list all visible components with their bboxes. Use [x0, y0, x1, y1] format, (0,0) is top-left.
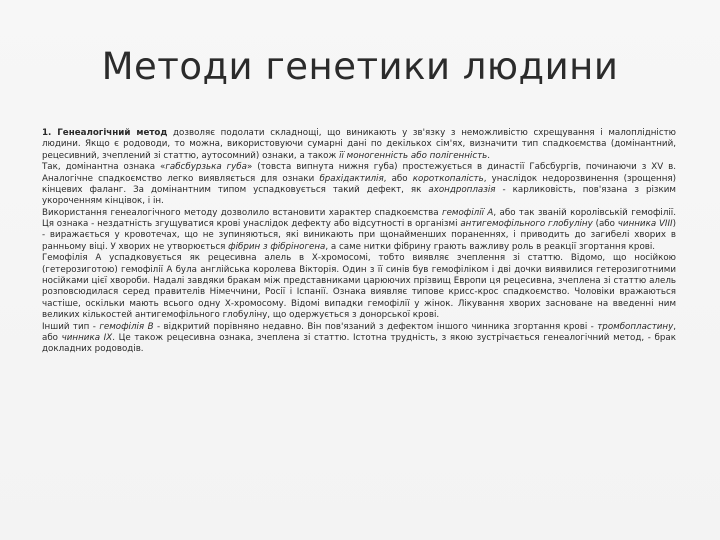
paragraph-text: гемофілії А: [442, 207, 494, 218]
paragraph-text: Так, домінантна ознака «: [42, 162, 166, 173]
paragraph-text: антигемофільного глобуліну: [460, 219, 593, 230]
slide-title: Методи генетики людини: [101, 45, 619, 88]
paragraph-text: - відкритий порівняно недавно. Він пов'язаний з дефектом іншого чинника згортання крові -: [153, 321, 598, 332]
paragraph-text: фібрин з фібріногена: [228, 241, 326, 252]
paragraph-text: . Це також рецесивна ознака, зчеплена зі статтю. Істотна трудність, з якою зустрічається генеалогічний метод, - брак докладних родоводів.: [42, 332, 677, 355]
paragraph: [42, 253, 676, 321]
paragraph-text: ) - виражається у кровотечах, що не зупиняються, які виникають при щонайменших пораненнях, і приводить до загибелі хворих в ранньому віці. У хворих не утворюється: [42, 219, 676, 252]
paragraph-text: - карликовість, пов'язана з різким укороченням кінцівок, і ін.: [42, 184, 676, 207]
paragraph-text: чинника VIII: [617, 219, 673, 230]
paragraph-text: Інший тип -: [42, 321, 100, 332]
slide-body: [42, 128, 676, 356]
paragraph: [42, 322, 676, 356]
paragraph: [42, 208, 676, 253]
paragraph-text: ахондроплазія: [428, 184, 496, 195]
paragraph: [42, 128, 676, 162]
paragraph-text: її моногенність або полігенність: [339, 150, 488, 161]
paragraph-text: дозволяє подолати складнощі, що виникають у зв'язку з неможливістю схрещування і малоплідністю людини. Якщо є родоводи, то можна, використовуючи сумарні дані по декількох сім'ях, визначити тип спадкоємства (домінантний, рецесивний, зчеплений зі статтю, аутосомний) ознаки, а також: [42, 128, 676, 161]
paragraph-text: брахідактилія: [319, 173, 384, 184]
paragraph: [42, 162, 676, 207]
paragraph-text: , унаслідок недорозвинення (зрощення) кінцевих фаланг. За домінантним типом успадковується такий дефект, як: [42, 173, 676, 195]
paragraph-text: (або: [592, 219, 618, 230]
paragraph-text: » (товста випнута нижня губа) простежується в династії Габсбургів, починаючи з XV в. Аналогічне спадкоємство легко виявляється для ознаки: [42, 162, 676, 184]
paragraph-text: , або: [383, 173, 413, 184]
paragraph-text: Гемофілія А успадковується як рецесивна алель в Х-хромосомі, тобто виявляє зчеплення зі статтю. Відомо, що носійкою (гетерозиготою) гемофілії А була англійська королева Вікторія. Один з її синів був гемофіліком і дві дочки виявилися гетерозиготними носійками цієї хвороби. Надалі завдяки бракам між представниками царюючих прізвищ Европи ця рецесивна, зчеплена зі статтю алель розповсюдилася серед правителів Німеччини, Росії і Іспанії. Ознака виявляє типове крисс-крос спадкоємство. Чоловіки вражаються частіше, оскільки мають всього одну Х-хромосому. Відомі випадки гемофілії у жінок. Лікування хворих засноване на введенні ним великих кількостей антигемофільного глобуліну, що одержується з донорської крові.: [42, 253, 676, 320]
paragraph-text: , а саме нитки фібрину грають важливу роль в реакції згортання крові.: [325, 241, 656, 252]
paragraph-text: короткопалість: [412, 173, 484, 184]
paragraph-text: тромбопластину: [597, 321, 674, 332]
paragraph-text: 1. Генеалогічний метод: [42, 128, 168, 138]
paragraph-text: Використання генеалогічного методу дозволило встановити характер спадкоємства: [42, 207, 443, 218]
paragraph-text: , або: [42, 321, 676, 343]
paragraph-text: габсбурзька губа: [165, 162, 247, 173]
paragraph-text: .: [487, 150, 491, 161]
paragraph-text: , або так званій королівській гемофілії. Ця ознака - нездатність згущуватися крові унаслідок дефекту або відсутності в організмі: [42, 207, 676, 230]
paragraph-text: гемофілія В: [99, 321, 154, 332]
paragraph-text: чинника IX: [61, 332, 113, 343]
